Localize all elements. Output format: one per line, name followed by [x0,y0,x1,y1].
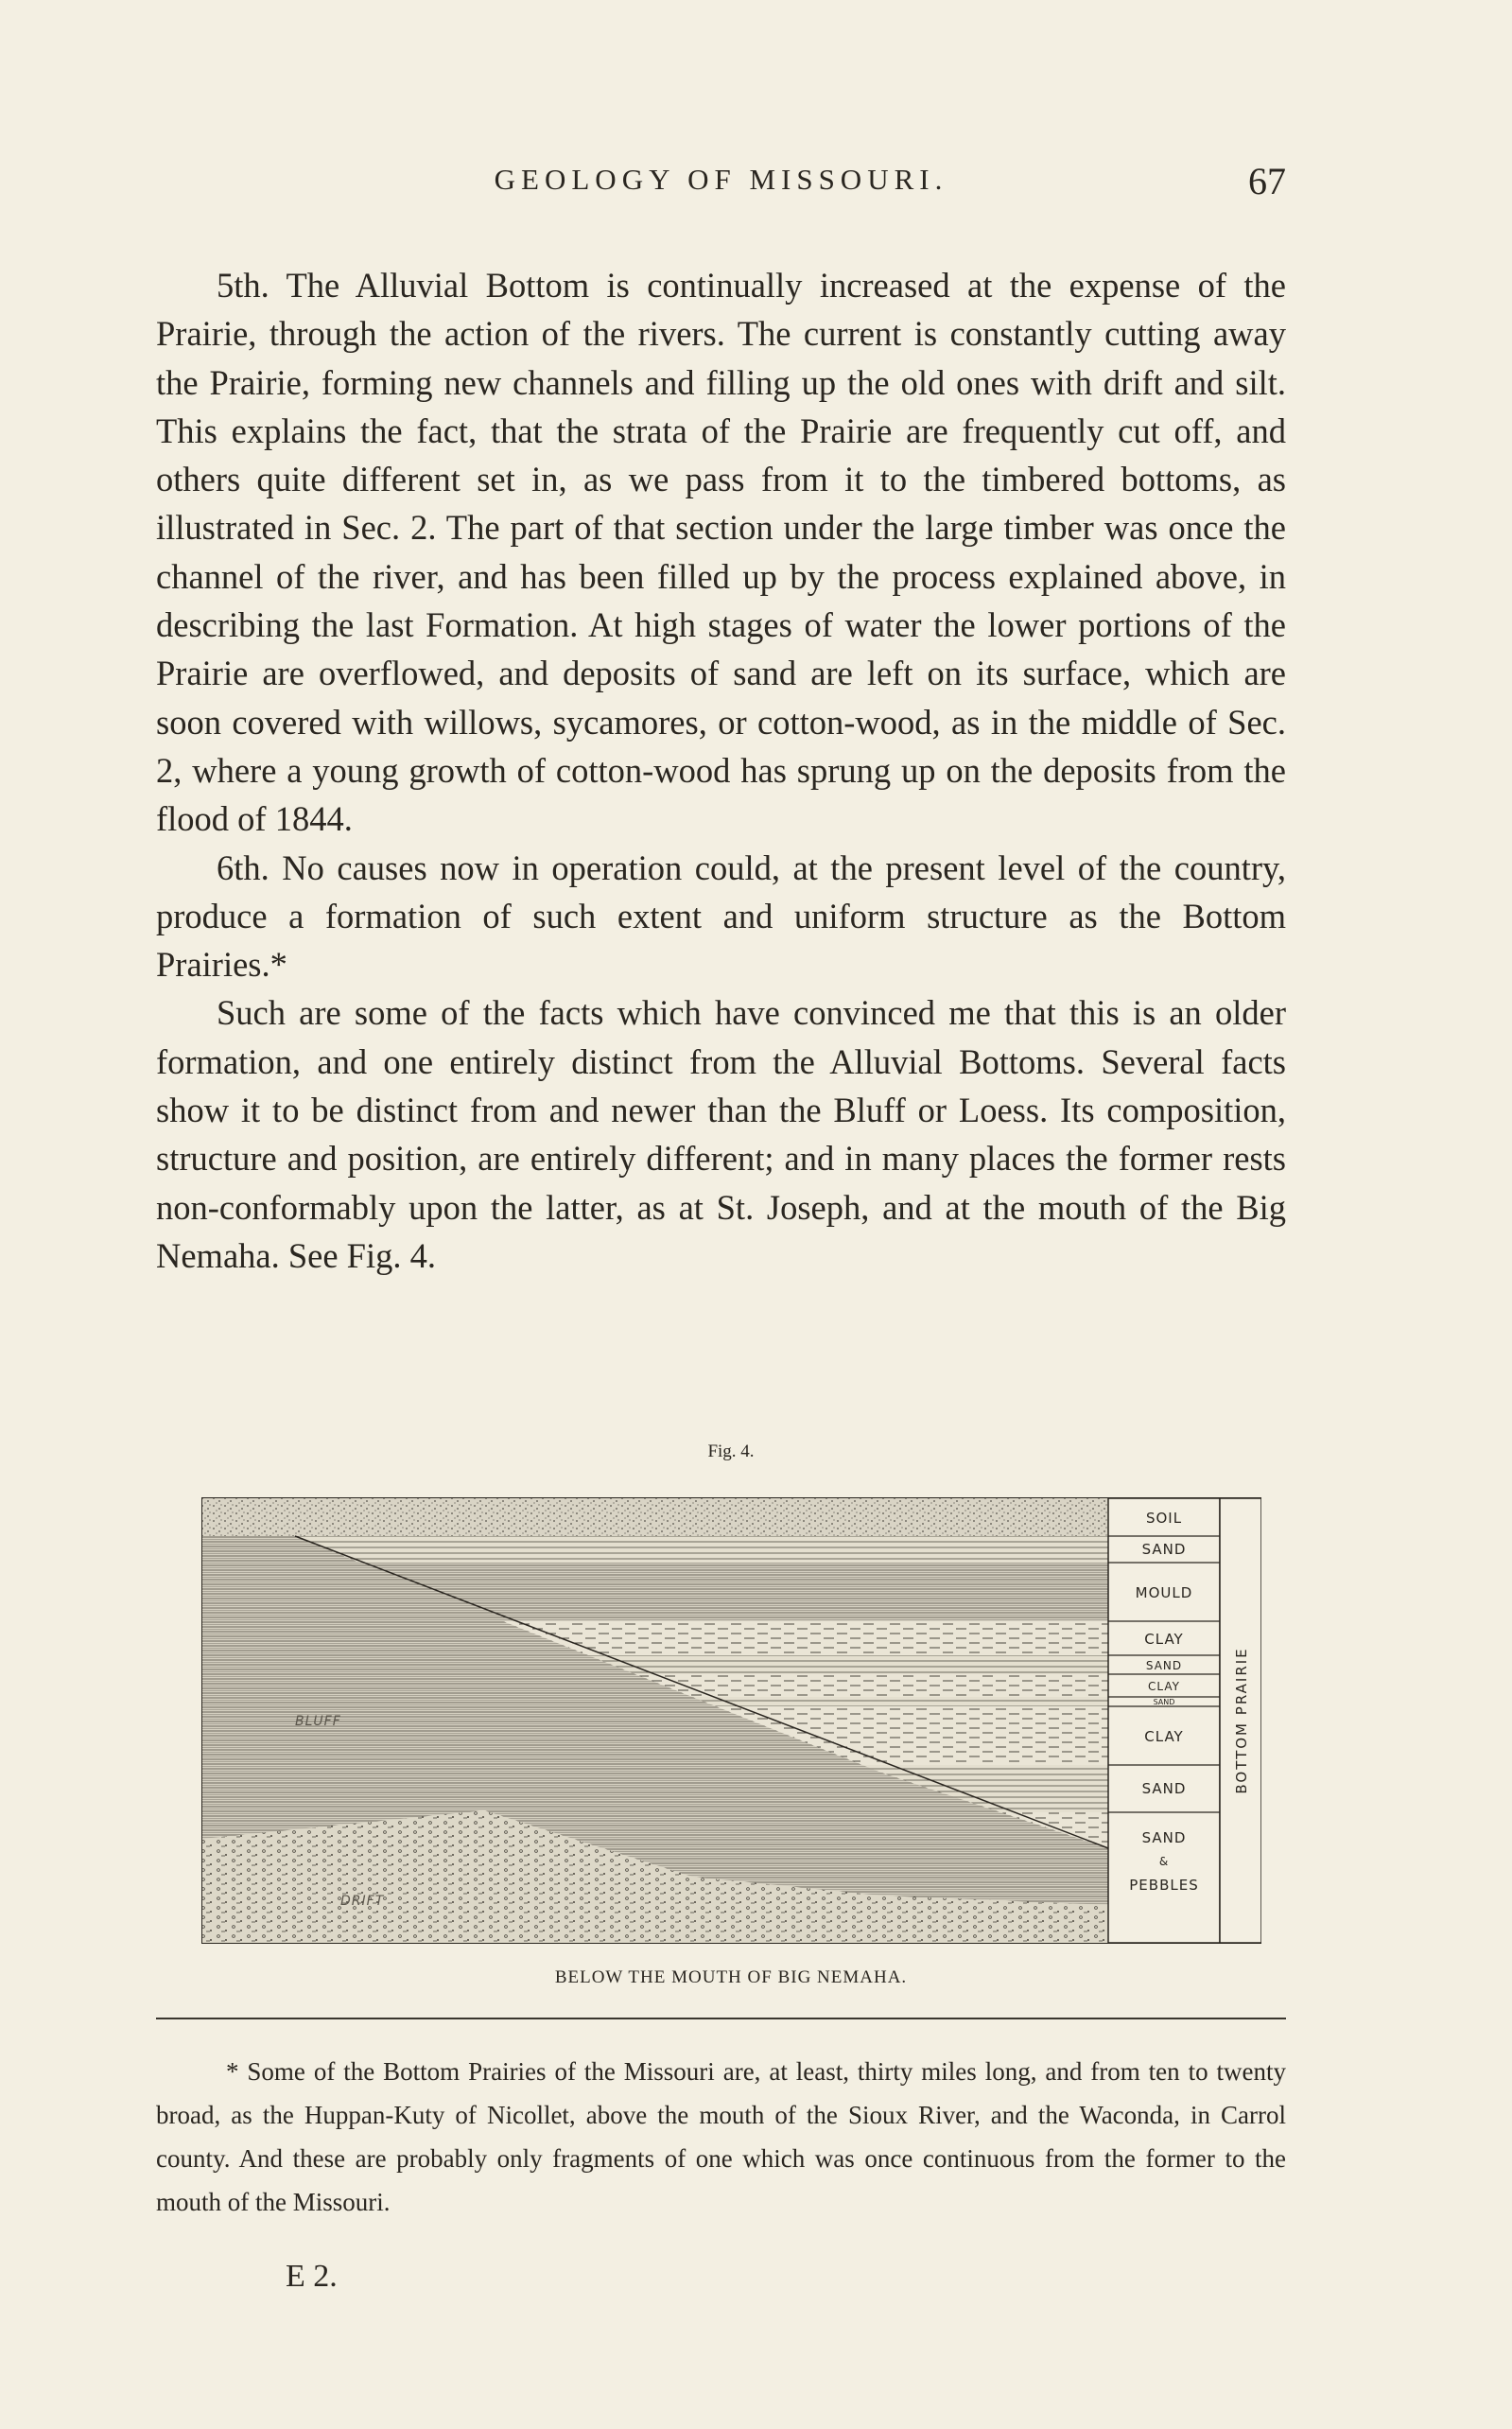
paragraph-5th: 5th. The Alluvial Bottom is continually increased at the expense of the Prairie, through the action of the rivers. The current is constantly cutting away the Prairie, forming new channels and filling up the old ones with drift and silt. This explains the fact, that the strata of the Prairie are frequently cut off, and others quite different set in, as we pass from it to the timbered bottoms, as illustrated in Sec. 2. The part of that section under the large timber was once the channel of the river, and has been filled up by the process explained above, in describing the last Formation. At high stages of water the lower portions of the Prairie are overflowed, and deposits of sand are left on its surface, which are soon covered with willows, sycamores, or cotton-wood, as in the middle of Sec. 2, where a young growth of cotton-wood has sprung up on the deposits from the flood of 1844. [156,266,1286,839]
stratum-sand-label: SAND [1141,1541,1187,1558]
stratum-sand-4-label: SAND [1141,1780,1187,1797]
stratum-clay-2-label: CLAY [1148,1680,1180,1693]
stratum-sand-pebbles-label-2: & [1158,1855,1170,1868]
stratum-sand-pebbles-label-1: SAND [1141,1829,1187,1846]
soil-layer [202,1498,1108,1536]
bluff-label: BLUFF [295,1714,341,1729]
stratum-sand-pebbles-label-3: PEBBLES [1129,1877,1199,1894]
stratum-mould-label: MOULD [1135,1584,1193,1601]
figure-4 [200,1442,1261,1990]
footnote-text: * Some of the Bottom Prairies of the Missouri are, at least, thirty miles long, and from ten to twenty broad, as the Huppan-Kuty of Nicollet, above the mouth of the Sioux River, and the Waconda, in Carrol county. And these are probably only fragments of one which was once continuous from the former to the mouth of the Missouri. [156,2057,1286,2216]
figure-label: Fig. 4. [707,1442,755,1461]
footnote-rule [156,2018,1286,2019]
stratum-sand-2-label: SAND [1145,1659,1183,1672]
footnote [156,2050,1286,2224]
signature-mark: E 2. [286,2259,338,2294]
strata-section-diagram [200,1489,1261,1962]
paragraph-conclusion: Such are some of the facts which have convinced me that this is an older formation, and one entirely distinct from the Alluvial Bottoms. Several facts show it to be distinct from and newer than the Bluff or Loess. Its composition, structure and position, are entirely different; and in many places the former rests non-conformably upon the latter, as at St. Joseph, and at the mouth of the Big Nemaha. See Fig. 4. [156,993,1286,1275]
running-title: GEOLOGY OF MISSOURI. [494,163,948,196]
paragraph-6th: 6th. No causes now in operation could, at the present level of the country, produce a formation of such extent and uniform structure as the Bottom Prairies.* [156,848,1286,985]
stratum-sand-3-label: SAND [1153,1698,1175,1706]
stratum-soil-label: SOIL [1145,1510,1183,1527]
body-text [156,261,1286,1280]
figure-caption: BELOW THE MOUTH OF BIG NEMAHA. [554,1967,908,1987]
drift-label: DRIFT [340,1894,385,1909]
stratum-clay-3-label: CLAY [1144,1728,1184,1745]
bottom-prairie-label: BOTTOM PRAIRIE [1233,1647,1250,1794]
page-number: 67 [1248,160,1286,202]
page-header [156,160,1286,210]
stratum-clay-label: CLAY [1144,1631,1184,1648]
